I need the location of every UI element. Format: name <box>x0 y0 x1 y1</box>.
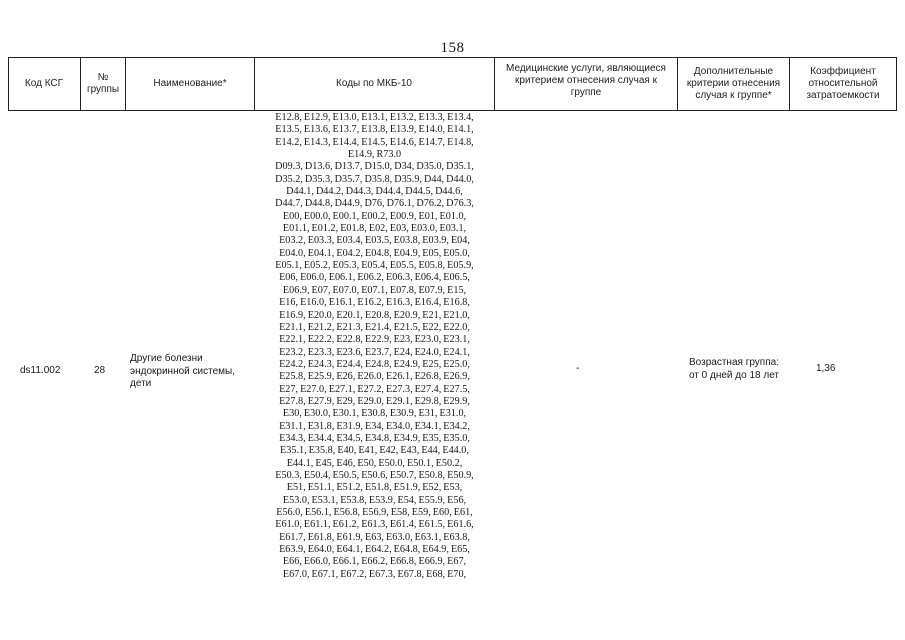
icd-code-line: E04.0, E04.1, E04.2, E04.8, E04.9, E05, E05.0, <box>279 247 470 259</box>
icd-code-line: E25.8, E25.9, E26, E26.0, E26.1, E26.8, E26.9, <box>279 371 470 383</box>
icd-code-line: E13.5, E13.6, E13.7, E13.8, E13.9, E14.0, E14.1, <box>275 124 474 136</box>
icd-code-line: E27.8, E27.9, E29, E29.0, E29.1, E29.8, E29.9, <box>279 395 470 407</box>
medical-services-cell: - <box>576 362 580 374</box>
icd-code-line: E01.1, E01.2, E01.8, E02, E03, E03.0, E03.1, <box>282 223 467 235</box>
header-medical-services: Медицинские услуги, являющиеся критерием отнесения случая к группе <box>506 63 666 98</box>
header-ksg-code: Код КСГ <box>24 77 64 89</box>
ksg-table <box>8 57 897 627</box>
icd-code-line: E22.1, E22.2, E22.8, E22.9, E23, E23.0, E23.1, <box>279 334 470 346</box>
extra-criteria-cell: Возрастная группа: от 0 дней до 18 лет <box>688 357 780 381</box>
icd-code-line: E50.3, E50.4, E50.5, E50.6, E50.7, E50.8, E50.9, <box>275 469 474 481</box>
icd-code-line: E12.8, E12.9, E13.0, E13.1, E13.2, E13.3, E13.4, <box>275 112 474 123</box>
col-divider <box>789 57 790 110</box>
page-number: 158 <box>440 40 465 56</box>
icd-code-line: E21.1, E21.2, E21.3, E21.4, E21.5, E22, E22.0, <box>279 321 470 333</box>
icd-code-line: E61.0, E61.1, E61.2, E61.3, E61.4, E61.5, E61.6, <box>275 519 474 531</box>
col-divider <box>8 57 9 110</box>
icd-code-line: D35.2, D35.3, D35.7, D35.8, D35.9, D44, D44.0, <box>275 173 474 185</box>
icd-code-line: E31.1, E31.8, E31.9, E34, E34.0, E34.1, E34.2, <box>279 420 470 432</box>
icd-code-line: E14.9, R73.0 <box>347 149 402 161</box>
name-cell: Другие болезни эндокринной системы, дети <box>130 353 235 389</box>
icd-code-line: D44.1, D44.2, D44.3, D44.4, D44.5, D44.6, <box>286 186 463 198</box>
icd-code-line: D09.3, D13.6, D13.7, D15.0, D34, D35.0, D35.1, <box>275 161 474 173</box>
icd-code-line: E05.1, E05.2, E05.3, E05.4, E05.5, E05.8, E05.9, <box>275 260 474 272</box>
icd-code-line: E03.2, E03.3, E03.4, E03.5, E03.8, E03.9, E04, <box>279 235 470 247</box>
col-divider <box>677 57 678 110</box>
icd-code-line: E23.2, E23.3, E23.6, E23.7, E24, E24.0, E24.1, <box>279 346 470 358</box>
icd-code-line: E35.1, E35.8, E40, E41, E42, E43, E44, E44.0, <box>280 445 469 457</box>
header-bottom-border <box>8 110 897 111</box>
col-divider <box>896 57 897 110</box>
icd-code-line: D44.7, D44.8, D44.9, D76, D76.1, D76.2, D76.3, <box>275 198 474 210</box>
icd-code-line: E24.2, E24.3, E24.4, E24.8, E24.9, E25, E25.0, <box>279 358 470 370</box>
icd-code-line: E34.3, E34.4, E34.5, E34.8, E34.9, E35, E35.0, <box>279 432 470 444</box>
icd-code-line: E06, E06.0, E06.1, E06.2, E06.3, E06.4, E06.5, <box>279 272 470 284</box>
icd-code-line: E67.0, E67.1, E67.2, E67.3, E67.8, E68, E70, <box>282 568 467 580</box>
col-divider <box>254 57 255 110</box>
icd-code-line: E44.1, E45, E46, E50, E50.0, E50.1, E50.2, <box>286 457 463 469</box>
icd-code-line: E53.0, E53.1, E53.8, E53.9, E54, E55.9, E56, <box>282 494 467 506</box>
header-extra-criteria: Дополнительные критерии отнесения случая к группе* <box>686 65 781 101</box>
col-divider <box>494 57 495 110</box>
header-group-number: № группы <box>86 71 120 95</box>
icd-code-line: E16.9, E20.0, E20.1, E20.8, E20.9, E21, E21.0, <box>279 309 470 321</box>
header-coefficient: Коэффициент относительной затратоемкости <box>806 65 880 101</box>
icd-code-line: E63.9, E64.0, E64.1, E64.2, E64.8, E64.9, E65, <box>279 544 470 556</box>
icd-code-line: E61.7, E61.8, E61.9, E63, E63.0, E63.1, E63.8, <box>279 531 470 543</box>
header-name: Наименование* <box>153 77 227 89</box>
icd-code-line: E00, E00.0, E00.1, E00.2, E00.9, E01, E01.0, <box>282 210 467 222</box>
icd-code-line: E06.9, E07, E07.0, E07.1, E07.8, E07.9, E15, <box>282 284 467 296</box>
icd-code-line: E51, E51.1, E51.2, E51.8, E51.9, E52, E53, <box>286 482 463 494</box>
icd-code-line: E16, E16.0, E16.1, E16.2, E16.3, E16.4, E16.8, <box>279 297 470 309</box>
header-icd-codes: Коды по МКБ-10 <box>336 77 412 89</box>
group-number-cell: 28 <box>94 365 106 376</box>
icd-code-line: E14.2, E14.3, E14.4, E14.5, E14.6, E14.7, E14.8, <box>275 136 474 148</box>
icd-codes-cell <box>256 112 493 581</box>
icd-code-line: E27, E27.0, E27.1, E27.2, E27.3, E27.4, E27.5, <box>279 383 470 395</box>
coefficient-cell: 1,36 <box>816 363 836 374</box>
col-divider <box>80 57 81 110</box>
icd-code-line: E56.0, E56.1, E56.8, E56.9, E58, E59, E60, E61, <box>276 507 473 518</box>
ksg-code-cell: ds11.002 <box>20 365 61 376</box>
col-divider <box>125 57 126 110</box>
icd-code-line: E30, E30.0, E30.1, E30.8, E30.9, E31, E31.0, <box>282 408 467 420</box>
icd-code-line: E66, E66.0, E66.1, E66.2, E66.8, E66.9, E67, <box>282 556 467 568</box>
